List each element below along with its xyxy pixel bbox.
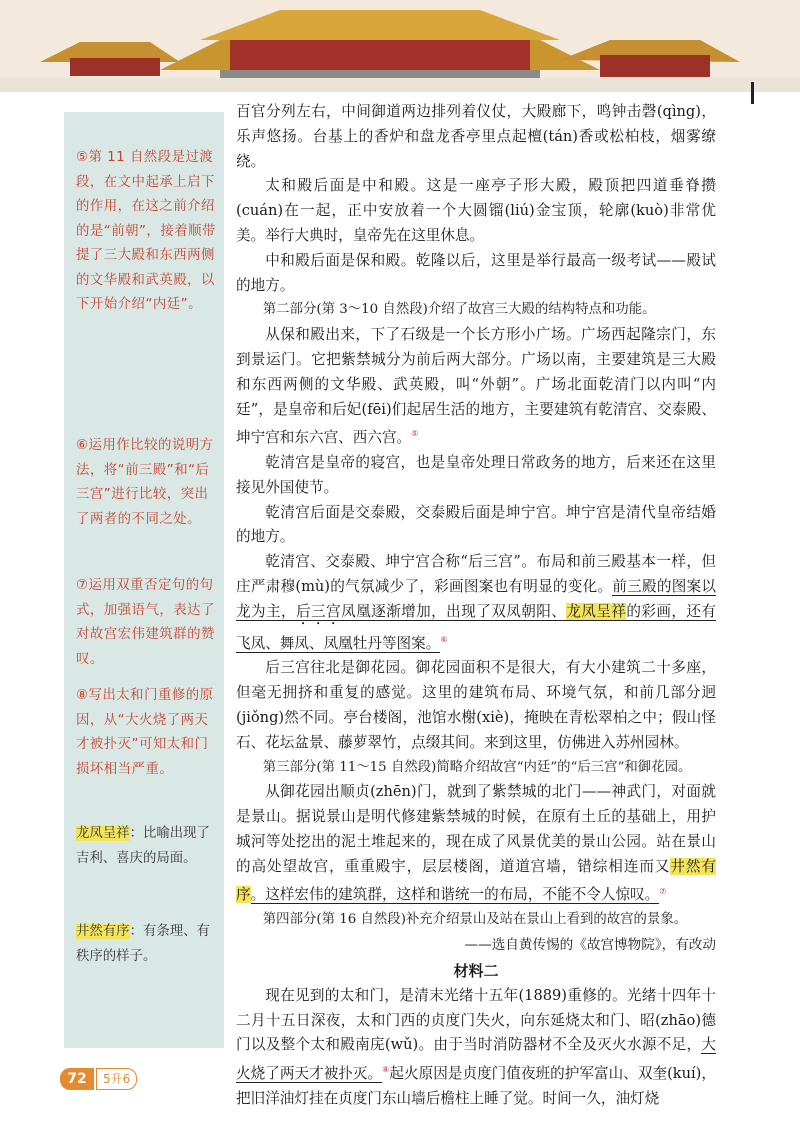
highlighted-term: 龙凤呈祥 — [566, 602, 627, 620]
annotation-mark: ⑦ — [659, 886, 667, 896]
underlined-part: 前三殿的图案以龙为主， — [236, 578, 716, 620]
glossary-definition: ：有条理、有秩序的样子。 — [76, 924, 210, 964]
highlighted-term: 井然有序 — [236, 857, 716, 904]
palace-banner — [0, 0, 800, 92]
paragraph — [236, 780, 716, 908]
paragraph-text: 从御花园出顺贞(zhēn)门，就到了紫禁城的北门——神武门，对面就是景山。据说景山是明代修建紫禁城的时候，在原有土丘的基础上，用护城河等处挖出的泥土堆起来的，现在成了风景优美的景山公园。站在景山的高处望故宫，重重殿宇，层层楼阁，道道宫墙，错综相连而又 — [236, 783, 716, 875]
paragraph — [236, 323, 716, 451]
dotted-emphasis: 后三宫 — [296, 602, 342, 620]
annotation-note-5: ⑤第 11 自然段是过渡段，在文中起承上启下的作用，在这之前介绍的是“前朝”，接着顺带提了三大殿和东西两侧的文华殿和武英殿，以下开始介绍“内廷”。 — [76, 150, 216, 312]
underlined-part: 的彩画，还有飞凤、舞凤、凤凰牡丹等图案。 — [236, 602, 716, 652]
glossary-term: 龙凤呈祥 — [76, 826, 130, 841]
glossary-item — [76, 920, 222, 969]
paragraph — [236, 984, 716, 1112]
paragraph-text: 从保和殿出来，下了石级是一个长方形小广场。广场西起隆宗门，东到景运门。它把紫禁城分为前后两大部分。广场以南，主要建筑是三大殿和东西两侧的文华殿、武英殿，叫“外朝”。广场北面乾清门以内叫“内廷”，是皇帝和后妃(fēi)们起居生活的地方，主要建筑有乾清宫、交泰殿、坤宁宫和东六宫、西六宫。 — [236, 326, 716, 447]
underlined-part: 凤凰逐渐增加，出现了双凤朝阳、 — [341, 602, 567, 620]
section-summary: 第三部分(第 11～15 自然段)简略介绍故宫“内廷”的“后三宫”和御花园。 — [262, 759, 692, 775]
glossary-term: 井然有序 — [76, 924, 130, 939]
margin-bar — [751, 82, 754, 104]
annotation-mark: ⑧ — [382, 1065, 390, 1075]
annotation-note-8: ⑧写出太和门重修的原因，从“大火烧了两天才被扑灭”可知太和门损坏相当严重。 — [76, 688, 214, 777]
annotation-note-6: ⑥运用作比较的说明方法，将“前三殿”和“后三宫”进行比较，突出了两者的不同之处。 — [76, 438, 214, 527]
source-citation: ——选自黄传惕的《故宫博物院》，有改动 — [464, 937, 716, 954]
glossary-item — [76, 822, 222, 871]
section-summary: 第四部分(第 16 自然段)补充介绍景山及站在景山上看到的故宫的景象。 — [262, 912, 688, 928]
annotation-mark: ⑥ — [440, 634, 448, 644]
section-summary: 第二部分(第 3～10 自然段)介绍了故宫三大殿的结构特点和功能。 — [262, 302, 656, 318]
paragraph — [236, 550, 716, 656]
palace-roof-illustration — [0, 0, 800, 92]
underlined-text: 大火烧了两天才被扑灭。 — [236, 1036, 716, 1083]
paragraph-text: 现在见到的太和门，是清末光绪十五年(1889)重修的。光绪十四年十二月十五日深夜，太和门西的贞度门失火，向东延烧太和门、昭(zhāo)德门以及整个太和殿南庑(wǔ)。由于当时消防器材不全及灭火水源不足， — [236, 986, 716, 1054]
paragraph: 乾清宫是皇帝的寝宫，也是皇帝处理日常政务的地方，后来还在这里接见外国使节。 — [236, 454, 716, 496]
annotation-note-7: ⑦运用双重否定句的句式，加强语气，表达了对故宫宏伟建筑群的赞叹。 — [76, 578, 215, 667]
paragraph: 乾清宫后面是交泰殿，交泰殿后面是坤宁宫。坤宁宫是清代皇帝结婚的地方。 — [236, 503, 716, 546]
glossary-definition: ：比喻出现了吉利、喜庆的局面。 — [76, 826, 210, 866]
underlined-text: 。这样宏伟的建筑群，这样和谐统一的布局，不能不令人惊叹。 — [250, 886, 660, 904]
main-text — [236, 100, 716, 1112]
annotation-mark: ⑤ — [411, 429, 419, 439]
paragraph-text: 乾清宫、交泰殿、坤宁宫合称“后三宫”。布局和前三殿基本一样，但庄严肃穆(mù)的气氛减少了，彩画图案也有明显的变化。 — [236, 553, 716, 595]
paragraph: 百官分列左右，中间御道两边排列着仪仗，大殿廊下，鸣钟击磬(qìng)，乐声悠扬。台基上的香炉和盘龙香亭里点起檀(tán)香或松柏枝，烟雾缭绕。 — [236, 103, 716, 170]
paragraph: 中和殿后面是保和殿。乾隆以后，这里是举行最高一级考试——殿试的地方。 — [236, 251, 716, 294]
grade-badge: 5升6 — [96, 1068, 137, 1090]
paragraph: 后三宫往北是御花园。御花园面积不是很大，有大小建筑二十多座，但毫无拥挤和重复的感觉。这里的建筑布局、环境气氛，和前几部分迥(jiǒng)然不同。亭台楼阁，池馆水榭(xiè)，掩映在青松翠柏之中；假山怪石、花坛盆景、藤萝翠竹，点缀其间。来到这里，仿佛进入苏州园林。 — [236, 659, 716, 751]
paragraph-text: 起火原因是贞度门值夜班的护军富山、双奎(kuí)，把旧洋油灯挂在贞度门东山墙后檐柱上睡了觉。时间一久，油灯烧 — [236, 1065, 716, 1107]
paragraph: 太和殿后面是中和殿。这是一座亭子形大殿，殿顶把四道垂脊攒(cuán)在一起，正中安放着一个大圆镏(liú)金宝顶，轮廓(kuò)非常优美。举行大典时，皇帝先在这里休息。 — [236, 177, 716, 244]
page-number: 72 — [60, 1068, 94, 1090]
section-heading: 材料二 — [453, 961, 499, 980]
